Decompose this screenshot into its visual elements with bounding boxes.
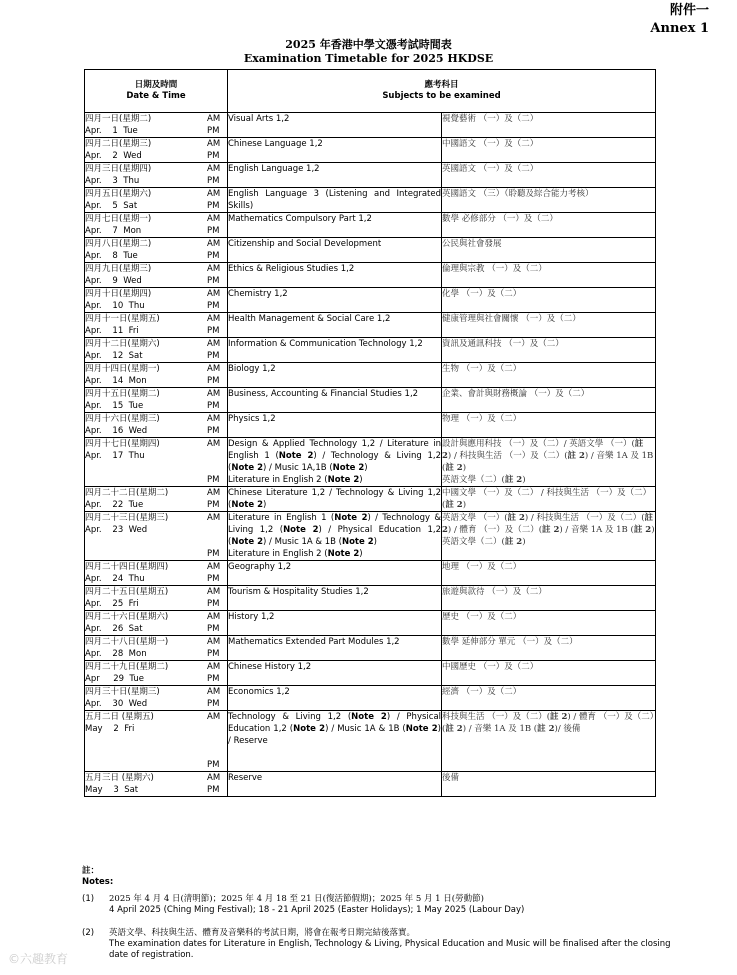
session-label: PM bbox=[207, 301, 220, 311]
note-text-en: The examination dates for Literature in English, Technology & Living, Physical Education and Music will be finalised after the closing date of registration. bbox=[109, 939, 671, 960]
subject-en-cell: Reserve bbox=[228, 772, 442, 797]
note-item bbox=[82, 894, 682, 916]
subject-zh-cell: 視覺藝術 （一）及（二） bbox=[442, 113, 656, 138]
watermark: ©六趣教育 bbox=[8, 952, 69, 966]
session-label: AM bbox=[207, 414, 221, 424]
date-time-cell bbox=[85, 138, 228, 163]
session-label: AM bbox=[207, 662, 221, 672]
notes-heading-zh: 註： bbox=[82, 866, 100, 876]
date-time-cell bbox=[85, 238, 228, 263]
date-en: May 2 Fri bbox=[85, 724, 135, 734]
session-label bbox=[207, 723, 227, 735]
session-label: AM bbox=[207, 562, 221, 572]
subject-zh-cell: 歷史 （一）及（二） bbox=[442, 611, 656, 636]
subject-zh-cell: 化學 （一）及（二） bbox=[442, 288, 656, 313]
note-number: (1) bbox=[82, 894, 95, 904]
session-label: PM bbox=[207, 760, 220, 770]
table-row bbox=[85, 188, 656, 213]
annex-label bbox=[650, 2, 709, 38]
subject-zh-cell: 旅遊與款待 （一）及（二） bbox=[442, 586, 656, 611]
note-number: (2) bbox=[82, 928, 95, 938]
date-zh: 四月八日(星期二) bbox=[85, 239, 152, 249]
date-en: Apr. 17 Thu bbox=[85, 451, 145, 461]
table-header-row bbox=[85, 70, 656, 113]
timetable bbox=[84, 69, 656, 797]
subject-zh-cell: 經濟 （一）及（二） bbox=[442, 686, 656, 711]
date-zh: 四月十一日(星期五) bbox=[85, 314, 160, 324]
table-row bbox=[85, 263, 656, 288]
session-label: AM bbox=[207, 264, 221, 274]
session-label: AM bbox=[207, 139, 221, 149]
table-row bbox=[85, 113, 656, 138]
date-zh: 四月五日(星期六) bbox=[85, 189, 152, 199]
session-label: AM bbox=[207, 612, 221, 622]
date-en: Apr. 16 Wed bbox=[85, 426, 148, 436]
session-label: PM bbox=[207, 401, 220, 411]
table-row bbox=[85, 338, 656, 363]
session-label bbox=[207, 536, 227, 548]
annex-zh: 附件一 bbox=[669, 3, 709, 18]
note-text-en: 4 April 2025 (Ching Ming Festival); 18 - 21 April 2025 (Easter Holidays); 1 May 2025 (Labour Day) bbox=[109, 905, 525, 915]
date-en: Apr. 3 Thu bbox=[85, 176, 140, 186]
session-label: AM bbox=[207, 712, 221, 722]
subject-zh-cell: 資訊及通訊科技 （一）及（二） bbox=[442, 338, 656, 363]
date-en: Apr. 8 Tue bbox=[85, 251, 138, 261]
date-time-cell bbox=[85, 188, 228, 213]
table-row bbox=[85, 138, 656, 163]
subject-en-cell: Business, Accounting & Financial Studies 1,2 bbox=[228, 388, 442, 413]
subject-en-cell: Health Management & Social Care 1,2 bbox=[228, 313, 442, 338]
session-label: AM bbox=[207, 488, 221, 498]
session-label bbox=[207, 747, 227, 759]
subject-zh-cell: 公民與社會發展 bbox=[442, 238, 656, 263]
date-en: Apr. 24 Thu bbox=[85, 574, 145, 584]
subject-en-cell: Economics 1,2 bbox=[228, 686, 442, 711]
table-row bbox=[85, 487, 656, 512]
session-label: PM bbox=[207, 226, 220, 236]
page-title bbox=[0, 38, 737, 66]
subject-en-cell: Citizenship and Social Development bbox=[228, 238, 442, 263]
subject-en-cell: Tourism & Hospitality Studies 1,2 bbox=[228, 586, 442, 611]
session-label: PM bbox=[207, 326, 220, 336]
table-row bbox=[85, 213, 656, 238]
annex-en: Annex 1 bbox=[650, 21, 709, 36]
date-zh: 五月二日 (星期五) bbox=[85, 712, 154, 722]
subject-en-cell: History 1,2 bbox=[228, 611, 442, 636]
table-row bbox=[85, 586, 656, 611]
table-row bbox=[85, 512, 656, 561]
subject-zh-cell: 中國歷史 （一）及（二） bbox=[442, 661, 656, 686]
date-time-cell bbox=[85, 711, 228, 772]
session-label bbox=[207, 462, 227, 474]
session-label: AM bbox=[207, 637, 221, 647]
date-time-cell bbox=[85, 661, 228, 686]
date-en: Apr 29 Tue bbox=[85, 674, 144, 684]
table-row bbox=[85, 413, 656, 438]
date-zh: 四月一日(星期二) bbox=[85, 114, 152, 124]
session-label: PM bbox=[207, 276, 220, 286]
subject-en-cell: Ethics & Religious Studies 1,2 bbox=[228, 263, 442, 288]
table-row bbox=[85, 661, 656, 686]
session-label: AM bbox=[207, 587, 221, 597]
session-label: PM bbox=[207, 674, 220, 684]
date-time-cell bbox=[85, 512, 228, 561]
date-zh: 四月七日(星期一) bbox=[85, 214, 152, 224]
date-time-cell bbox=[85, 772, 228, 797]
subject-zh-cell: 物理 （一）及（二） bbox=[442, 413, 656, 438]
subjects-header-en: Subjects to be examined bbox=[382, 91, 501, 101]
date-zh: 四月二日(星期三) bbox=[85, 139, 152, 149]
date-zh: 四月二十二日(星期二) bbox=[85, 488, 169, 498]
date-zh: 四月九日(星期三) bbox=[85, 264, 152, 274]
date-time-cell bbox=[85, 113, 228, 138]
subject-en-cell: English Language 3 (Listening and Integrated Skills) bbox=[228, 189, 441, 211]
session-label: PM bbox=[207, 699, 220, 709]
date-zh: 四月十六日(星期三) bbox=[85, 414, 160, 424]
date-en: Apr. 5 Sat bbox=[85, 201, 138, 211]
subject-zh-cell: 倫理與宗教 （一）及（二） bbox=[442, 263, 656, 288]
subject-zh-cell: 數學 必修部分 （一）及（二） bbox=[442, 213, 656, 238]
date-zh: 五月三日 (星期六) bbox=[85, 773, 154, 783]
date-en: Apr. 10 Thu bbox=[85, 301, 145, 311]
date-en: Apr. 26 Sat bbox=[85, 624, 143, 634]
subject-en-cell: Design & Applied Technology 1,2 / Literature in English 1 (Note 2) / Technology & Living 1,2 (Note 2) / Music 1A,1B (Note 2) Literature in English 2 (Note 2) bbox=[228, 439, 441, 485]
session-label: AM bbox=[207, 189, 221, 199]
date-en: Apr. 11 Fri bbox=[85, 326, 139, 336]
date-zh: 四月二十五日(星期五) bbox=[85, 587, 169, 597]
date-header-en: Date & Time bbox=[126, 91, 186, 101]
date-en: Apr. 22 Tue bbox=[85, 500, 144, 510]
subject-zh-cell: 數學 延伸部分 單元 （一）及（二） bbox=[442, 636, 656, 661]
date-time-cell bbox=[85, 611, 228, 636]
table-row bbox=[85, 438, 656, 487]
subject-en-cell: Biology 1,2 bbox=[228, 363, 442, 388]
date-time-cell bbox=[85, 413, 228, 438]
subject-en-cell: Information & Communication Technology 1,2 bbox=[228, 338, 442, 363]
table-row bbox=[85, 611, 656, 636]
session-label: PM bbox=[207, 500, 220, 510]
subject-en-cell: Chinese Language 1,2 bbox=[228, 138, 442, 163]
date-time-cell bbox=[85, 487, 228, 512]
subjects-header bbox=[228, 70, 656, 113]
session-label: AM bbox=[207, 289, 221, 299]
date-zh: 四月二十八日(星期一) bbox=[85, 637, 169, 647]
note-text-zh: 英語文學、科技與生活、體育及音樂科的考試日期，將會在報考日期完結後落實。 bbox=[109, 928, 416, 938]
table-row bbox=[85, 288, 656, 313]
date-time-cell bbox=[85, 586, 228, 611]
subject-zh-cell: 生物 （一）及（二） bbox=[442, 363, 656, 388]
table-row bbox=[85, 363, 656, 388]
date-en: Apr. 2 Wed bbox=[85, 151, 142, 161]
session-label: PM bbox=[207, 574, 220, 584]
subjects-header-zh: 應考科目 bbox=[424, 80, 459, 90]
session-label: PM bbox=[207, 624, 220, 634]
subject-zh-cell: 中國文學 （一）及（二） / 科技與生活 （一）及（二）(註 2) bbox=[442, 487, 656, 512]
subject-en-cell: Visual Arts 1,2 bbox=[228, 113, 442, 138]
date-zh: 四月三十日(星期三) bbox=[85, 687, 160, 697]
session-label: PM bbox=[207, 475, 220, 485]
table-row bbox=[85, 163, 656, 188]
subject-en-cell: Mathematics Extended Part Modules 1,2 bbox=[228, 636, 442, 661]
date-en: Apr. 28 Mon bbox=[85, 649, 147, 659]
date-time-cell bbox=[85, 561, 228, 586]
date-en: Apr. 23 Wed bbox=[85, 525, 148, 535]
session-label: PM bbox=[207, 376, 220, 386]
date-time-cell bbox=[85, 288, 228, 313]
date-en: Apr. 30 Wed bbox=[85, 699, 148, 709]
date-en: Apr. 15 Tue bbox=[85, 401, 144, 411]
subject-en-cell: Geography 1,2 bbox=[228, 561, 442, 586]
title-zh: 2025 年香港中學文憑考試時間表 bbox=[285, 38, 452, 51]
table-row bbox=[85, 238, 656, 263]
date-time-cell bbox=[85, 213, 228, 238]
session-label: PM bbox=[207, 599, 220, 609]
date-zh: 四月三日(星期四) bbox=[85, 164, 152, 174]
date-zh: 四月十二日(星期六) bbox=[85, 339, 160, 349]
date-zh: 四月十七日(星期四) bbox=[85, 439, 160, 449]
session-label: PM bbox=[207, 201, 220, 211]
session-label: AM bbox=[207, 389, 221, 399]
session-label: PM bbox=[207, 549, 220, 559]
subject-en-cell: Chinese Literature 1,2 / Technology & Living 1,2 (Note 2) bbox=[228, 488, 441, 510]
table-row bbox=[85, 711, 656, 772]
session-label: PM bbox=[207, 649, 220, 659]
session-label: PM bbox=[207, 351, 220, 361]
timetable-body bbox=[85, 113, 656, 797]
subject-en-cell: English Language 1,2 bbox=[228, 163, 442, 188]
table-row bbox=[85, 636, 656, 661]
date-time-cell bbox=[85, 338, 228, 363]
table-row bbox=[85, 313, 656, 338]
session-label: AM bbox=[207, 239, 221, 249]
session-label: AM bbox=[207, 513, 221, 523]
subject-zh-cell: 後備 bbox=[442, 772, 656, 797]
date-zh: 四月二十六日(星期六) bbox=[85, 612, 169, 622]
notes-section bbox=[82, 866, 682, 961]
date-time-header bbox=[85, 70, 228, 113]
session-label bbox=[207, 524, 227, 536]
subject-en-cell: Mathematics Compulsory Part 1,2 bbox=[228, 213, 442, 238]
date-time-cell bbox=[85, 438, 228, 487]
date-time-cell bbox=[85, 313, 228, 338]
subject-zh-cell: 英國語文 （一）及（二） bbox=[442, 163, 656, 188]
date-en: Apr. 1 Tue bbox=[85, 126, 138, 136]
session-label: PM bbox=[207, 126, 220, 136]
subject-zh-cell: 健康管理與社會關懷 （一）及（二） bbox=[442, 313, 656, 338]
subject-en-cell: Technology & Living 1,2 (Note 2) / Physical Education 1,2 (Note 2) / Music 1A & 1B (Note 2) / Reserve bbox=[228, 711, 442, 772]
table-row bbox=[85, 772, 656, 797]
notes-heading-en: Notes: bbox=[82, 877, 114, 887]
date-header-zh: 日期及時間 bbox=[134, 80, 178, 90]
date-en: Apr. 9 Wed bbox=[85, 276, 142, 286]
note-text-zh: 2025 年 4 月 4 日(清明節)；2025 年 4 月 18 至 21 日(復活節假期)；2025 年 5 月 1 日(勞動節) bbox=[109, 894, 484, 904]
session-label: AM bbox=[207, 439, 221, 449]
date-time-cell bbox=[85, 686, 228, 711]
subject-en-cell: Chemistry 1,2 bbox=[228, 288, 442, 313]
session-label: PM bbox=[207, 251, 220, 261]
date-time-cell bbox=[85, 388, 228, 413]
date-en: May 3 Sat bbox=[85, 785, 139, 795]
session-label: PM bbox=[207, 151, 220, 161]
session-label: AM bbox=[207, 687, 221, 697]
date-zh: 四月二十三日(星期三) bbox=[85, 513, 169, 523]
date-time-cell bbox=[85, 363, 228, 388]
session-label: AM bbox=[207, 364, 221, 374]
session-label: AM bbox=[207, 164, 221, 174]
table-row bbox=[85, 686, 656, 711]
date-zh: 四月十四日(星期一) bbox=[85, 364, 160, 374]
session-label bbox=[207, 450, 227, 462]
subject-en-cell: Chinese History 1,2 bbox=[228, 661, 442, 686]
session-label: PM bbox=[207, 785, 220, 795]
subject-en-cell: Physics 1,2 bbox=[228, 413, 442, 438]
title-en: Examination Timetable for 2025 HKDSE bbox=[243, 52, 494, 65]
subject-zh-cell: 英語文學 （一）(註 2) / 科技與生活 （一）及（二）(註 2) / 體育 （一）及（二）(註 2) / 音樂 1A 及 1B (註 2) 英語文學（二）(註 2) bbox=[442, 512, 656, 561]
subject-zh-cell: 英國語文 （三）（聆聽及綜合能力考核） bbox=[442, 188, 656, 213]
date-zh: 四月十五日(星期二) bbox=[85, 389, 160, 399]
date-en: Apr. 25 Fri bbox=[85, 599, 139, 609]
subject-en-cell: Literature in English 1 (Note 2) / Technology & Living 1,2 (Note 2) / Physical Education 1,2 (Note 2) / Music 1A & 1B (Note 2) Literature in English 2 (Note 2) bbox=[228, 513, 441, 559]
subject-zh-cell: 中國語文 （一）及（二） bbox=[442, 138, 656, 163]
subject-zh-cell: 企業、會計與財務概論 （一）及（二） bbox=[442, 388, 656, 413]
session-label bbox=[207, 735, 227, 747]
note-item bbox=[82, 928, 682, 961]
subject-zh-cell: 科技與生活 （一）及（二）(註 2) / 體育 （一）及（二）(註 2) / 音樂 1A 及 1B (註 2)/ 後備 bbox=[442, 711, 656, 772]
date-en: Apr. 14 Mon bbox=[85, 376, 147, 386]
session-label: AM bbox=[207, 339, 221, 349]
date-zh: 四月十日(星期四) bbox=[85, 289, 152, 299]
date-en: Apr. 7 Mon bbox=[85, 226, 142, 236]
table-row bbox=[85, 561, 656, 586]
session-label: PM bbox=[207, 426, 220, 436]
date-zh: 四月二十四日(星期四) bbox=[85, 562, 169, 572]
session-label: AM bbox=[207, 114, 221, 124]
session-label: AM bbox=[207, 214, 221, 224]
date-zh: 四月二十九日(星期二) bbox=[85, 662, 169, 672]
session-label: PM bbox=[207, 176, 220, 186]
date-time-cell bbox=[85, 263, 228, 288]
date-time-cell bbox=[85, 163, 228, 188]
session-label: AM bbox=[207, 773, 221, 783]
subject-zh-cell: 設計與應用科技 （一）及（二）/ 英語文學 （一）(註 2) / 科技與生活 （一）及（二）(註 2) / 音樂 1A 及 1B (註 2) 英語文學（二）(註 2) bbox=[442, 438, 656, 487]
subject-zh-cell: 地理 （一）及（二） bbox=[442, 561, 656, 586]
date-en: Apr. 12 Sat bbox=[85, 351, 143, 361]
table-row bbox=[85, 388, 656, 413]
session-label: AM bbox=[207, 314, 221, 324]
date-time-cell bbox=[85, 636, 228, 661]
